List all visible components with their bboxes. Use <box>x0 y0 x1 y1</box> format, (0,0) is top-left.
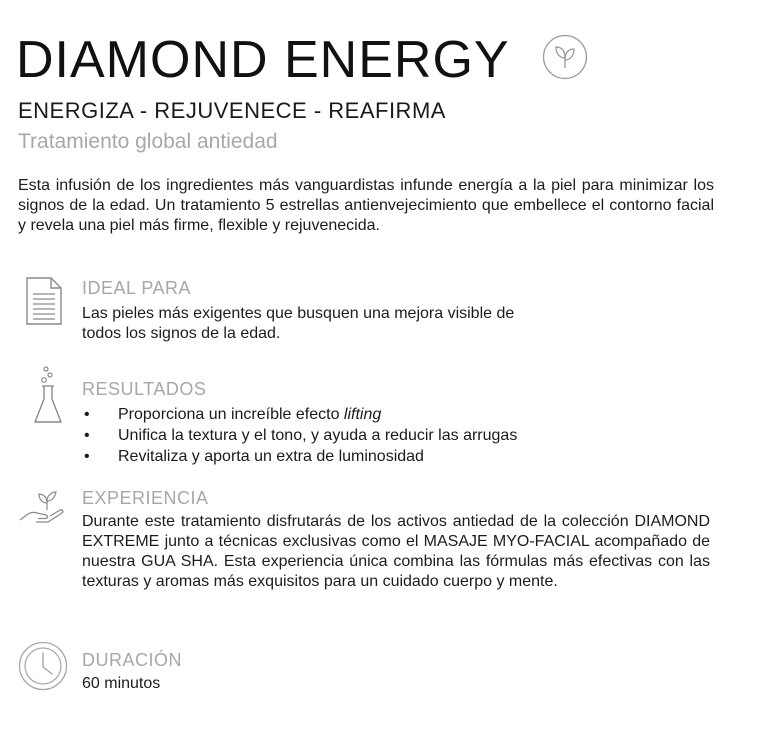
duracion-heading: DURACIÓN <box>82 650 183 670</box>
ideal-text-line: Las pieles más exigentes que busquen una mejora visible de <box>82 305 515 322</box>
experiencia-text: Durante este tratamiento disfrutarás de los activos antiedad de la colección DIAMOND EXTREME junto a técnicas exclusivas como el MASAJE MYO-FACIAL acompañado de nuestra GUA SHA. Esta experiencia única combina las fórmulas más efectivas con las texturas y aromas más exquisitos para un cuidado cuerpo y mente. <box>82 513 710 590</box>
subtitle: ENERGIZA - REJUVENECE - REAFIRMA <box>18 98 446 123</box>
list-item: • Unifica la textura y el tono, y ayuda a reducir las arrugas <box>82 425 517 446</box>
clock-icon <box>18 641 68 691</box>
intro-paragraph: Esta infusión de los ingredientes más vanguardistas infunde energía a la piel para minimizar los signos de la edad. Un tratamiento 5 estrellas antienvejecimiento que embellece el contorno facial y revela una piel más firme, flexible y rejuvenecida. <box>18 177 714 234</box>
hand-plant-icon <box>18 488 68 528</box>
list-item: • Revitaliza y aporta un extra de luminosidad <box>82 446 517 467</box>
resultados-list <box>82 404 517 467</box>
document-icon <box>24 276 64 326</box>
resultados-heading: RESULTADOS <box>82 379 207 399</box>
flask-icon <box>32 366 64 428</box>
ideal-heading: IDEAL PARA <box>82 278 192 298</box>
page-title: DIAMOND ENERGY <box>16 31 510 89</box>
list-item-italic: lifting <box>343 406 382 423</box>
ideal-text-line: todos los signos de la edad. <box>82 325 281 342</box>
list-item <box>82 404 517 425</box>
leaf-icon <box>542 34 588 80</box>
tagline: Tratamiento global antiedad <box>18 130 278 153</box>
list-item-text: Proporciona un increíble efecto <box>118 406 344 423</box>
ideal-text <box>82 304 514 344</box>
experiencia-heading: EXPERIENCIA <box>82 488 209 508</box>
duracion-value: 60 minutos <box>82 675 161 692</box>
